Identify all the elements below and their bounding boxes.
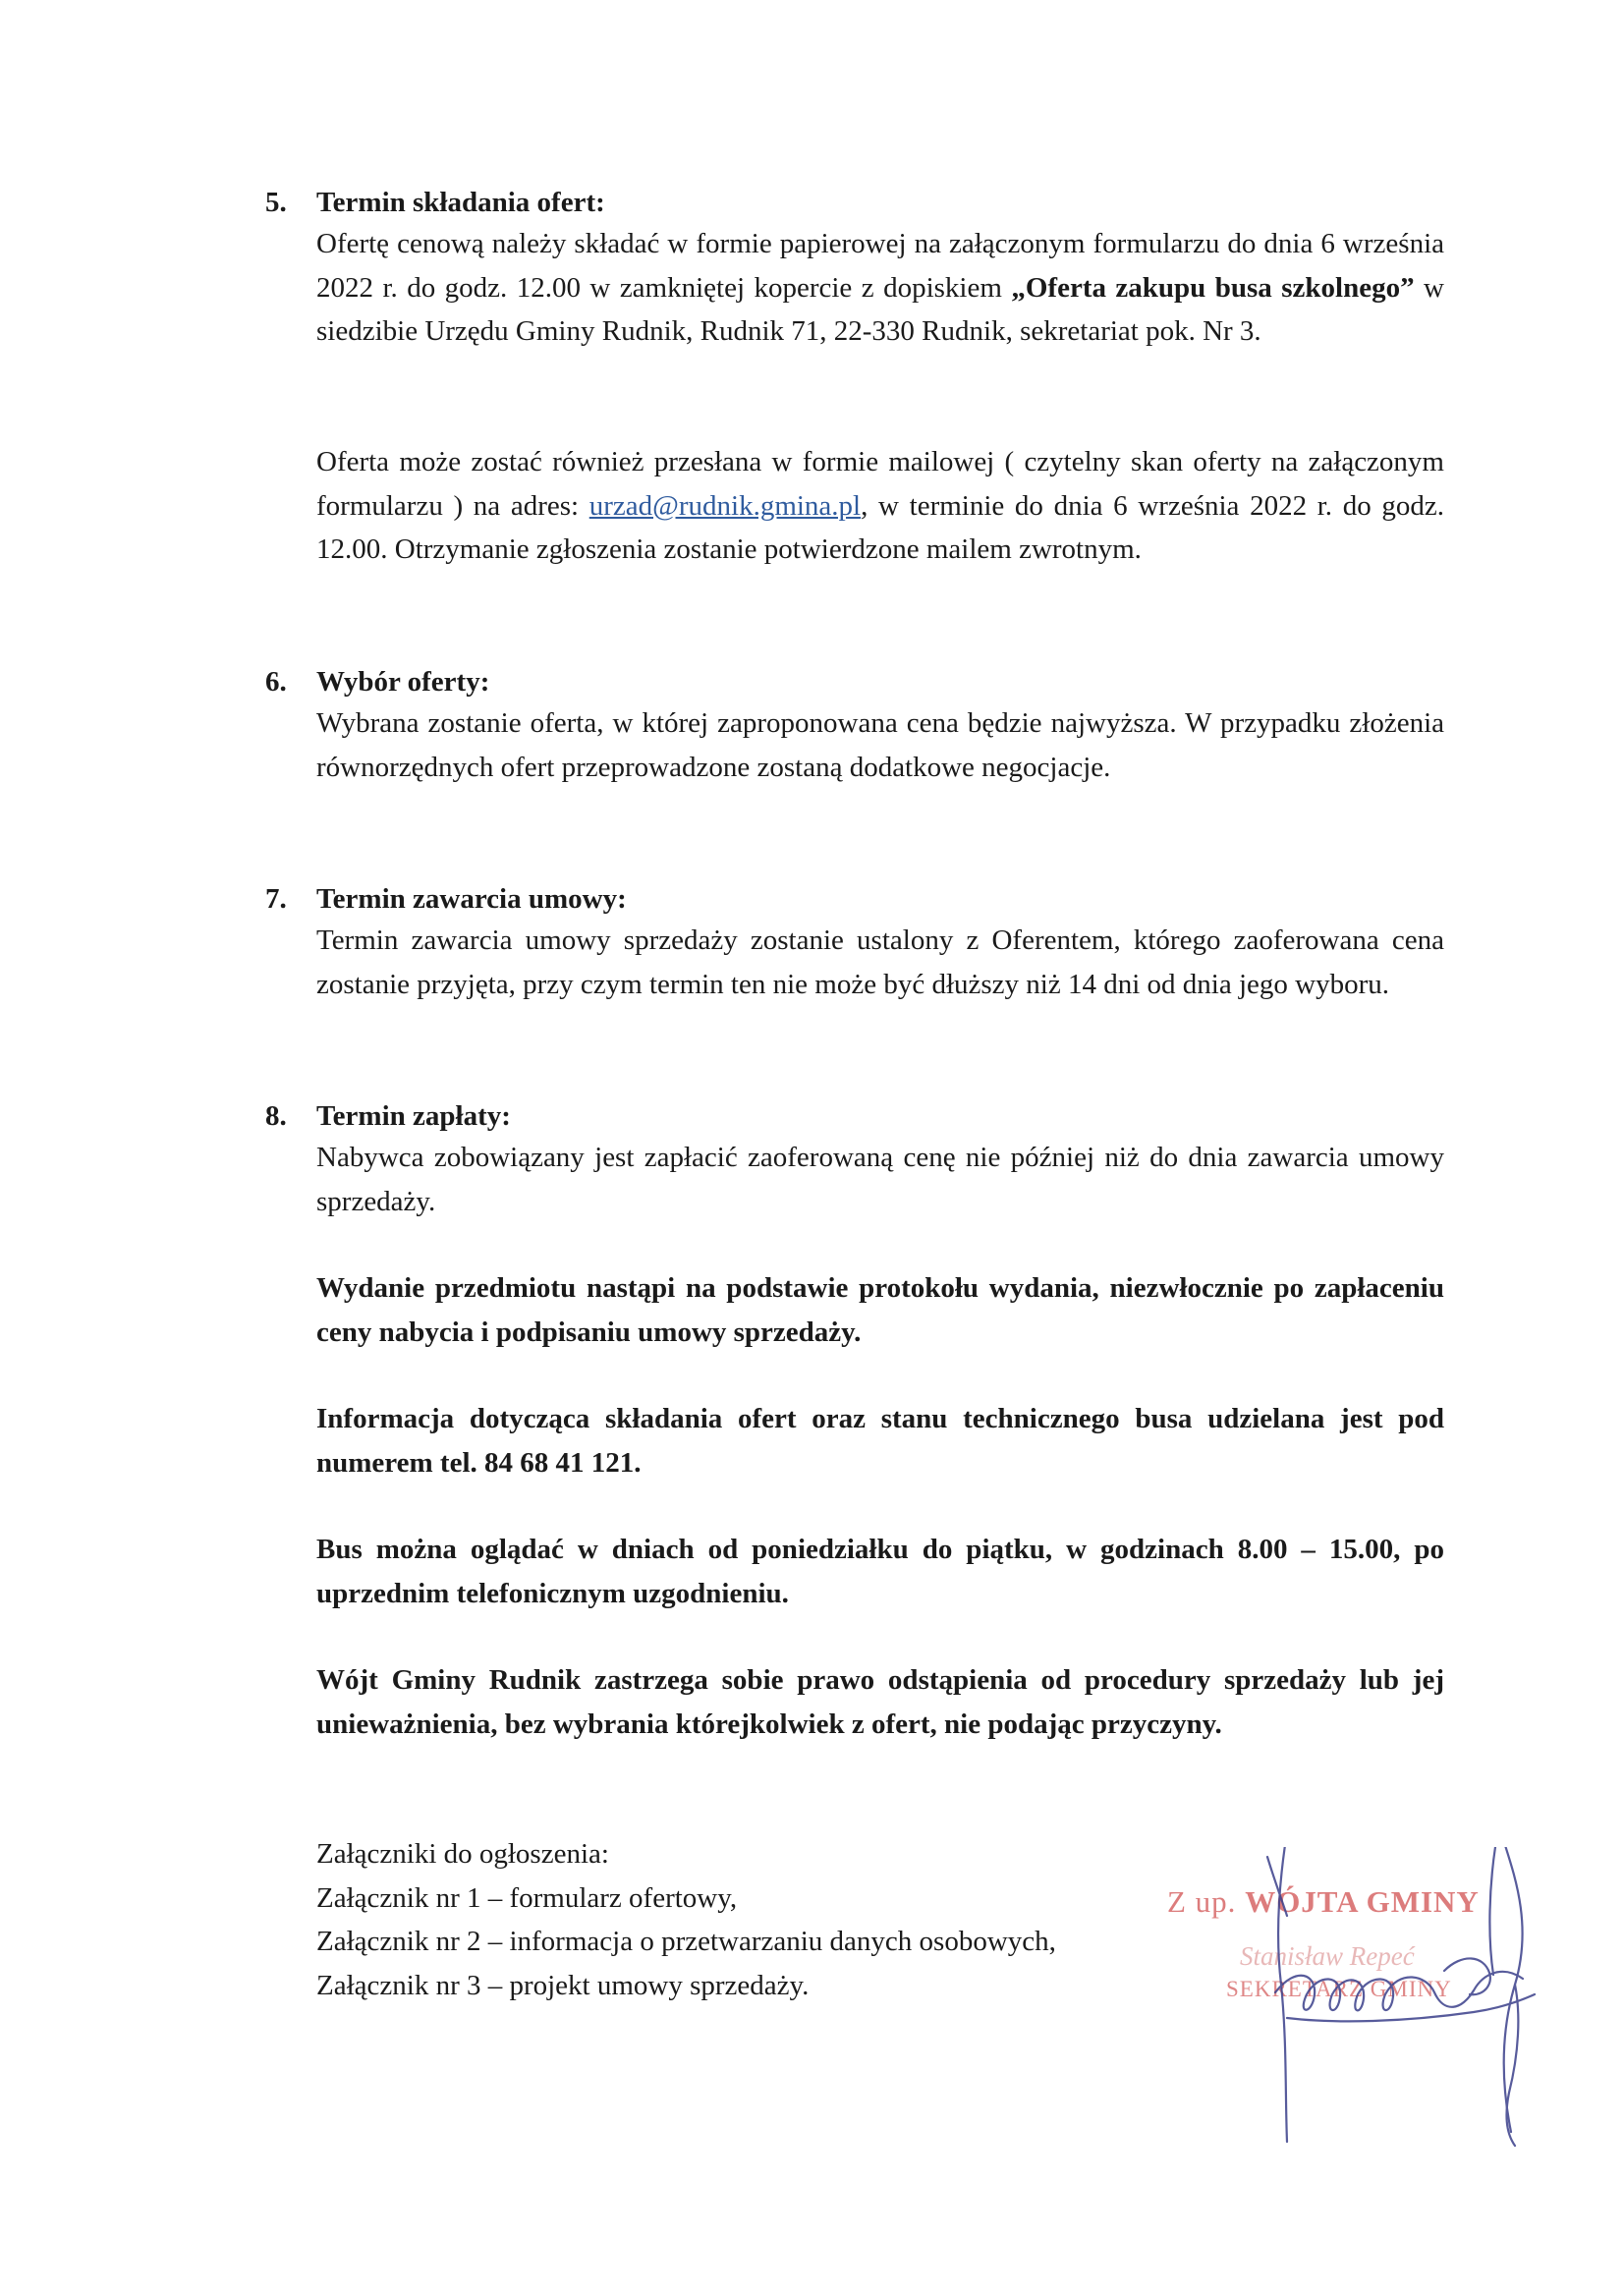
section-8-body: Nabywca zobowiązany jest zapłacić zaoferowaną cenę nie później niż do dnia zawarcia umowy sprzedaży.	[316, 1142, 1444, 1217]
section-title: Termin zawarcia umowy:	[316, 883, 627, 915]
notice-reservation: Wójt Gminy Rudnik zastrzega sobie prawo odstąpienia od procedury sprzedaży lub jej unieważnienia, bez wybrania którejkolwiek z ofert, nie podając przyczyny.	[316, 1664, 1444, 1740]
section-title: Wybór oferty:	[316, 666, 490, 698]
notice-viewing-hours: Bus można oglądać w dniach od poniedziałku do piątku, w godzinach 8.00 – 15.00, po uprzednim telefonicznym uzgodnieniu.	[316, 1534, 1444, 1609]
text-run: Ofertę cenową należy składać w formie papierowej na załączonym formularzu do dnia 6 września 2022 r. do godz. 12.00 w zamkniętej kopercie z dopiskiem	[316, 228, 1444, 304]
section-title: Termin składania ofert:	[316, 187, 605, 218]
stamp-name-text: Stanisław Repeć	[1240, 1941, 1415, 1971]
official-stamp	[1149, 1847, 1562, 2161]
section-6-body: Wybrana zostanie oferta, w której zaproponowana cena będzie najwyższa. W przypadku złożenia równorzędnych ofert przeprowadzone zostaną dodatkowe negocjacje.	[316, 707, 1444, 783]
section-7-body: Termin zawarcia umowy sprzedaży zostanie ustalony z Oferentem, którego zaoferowana cena zostanie przyjęta, przy czym termin ten nie może być dłuższy niż 14 dni od dnia jego wyboru.	[316, 924, 1444, 1000]
section-5-heading	[265, 185, 605, 220]
text-run: Oferta może zostać również przesłana w formie mailowej ( czytelny skan oferty na załączonym formularzu ) na adres:	[316, 446, 1444, 522]
text-run: w siedzibie Urzędu Gminy Rudnik, Rudnik 71, 22-330 Rudnik, sekretariat pok. Nr 3.	[316, 271, 1444, 347]
section-number: 5.	[265, 187, 287, 218]
section-number: 8.	[265, 1100, 287, 1132]
attachment-item: Załącznik nr 1 – formularz ofertowy,	[316, 1881, 738, 1914]
email-link[interactable]: urzad@rudnik.gmina.pl	[588, 489, 862, 522]
text-run: , w terminie do dnia 6 września 2022 r. do godz. 12.00. Otrzymanie zgłoszenia zostanie potwierdzone mailem zwrotnym.	[316, 489, 1444, 565]
notice-handover: Wydanie przedmiotu nastąpi na podstawie protokołu wydania, niezwłocznie po zapłaceniu ceny nabycia i podpisaniu umowy sprzedaży.	[316, 1272, 1444, 1348]
emphasis-text: „Oferta zakupu busa szkolnego”	[1011, 271, 1415, 304]
notice-contact-info: Informacja dotycząca składania ofert oraz stanu technicznego busa udzielana jest pod numerem tel. 84 68 41 121.	[316, 1403, 1444, 1479]
handwritten-signature	[1149, 1847, 1562, 2161]
attachment-item: Załącznik nr 2 – informacja o przetwarzaniu danych osobowych,	[316, 1926, 1056, 1957]
section-8-heading	[265, 1098, 511, 1134]
attachment-item: Załącznik nr 3 – projekt umowy sprzedaży.	[316, 1969, 810, 2001]
section-7-heading	[265, 881, 627, 917]
section-title: Termin zapłaty:	[316, 1100, 511, 1132]
section-number: 6.	[265, 666, 287, 698]
section-5-paragraph-2	[316, 440, 1444, 572]
section-5-paragraph-1	[316, 222, 1444, 354]
attachments-list	[316, 1832, 1056, 2007]
stamp-title-text: SEKRETARZ GMINY	[1226, 1977, 1452, 2001]
section-number: 7.	[265, 883, 287, 915]
stamp-authority-text: Z up. WÓJTA GMINY	[1167, 1884, 1480, 1919]
section-6-heading	[265, 664, 489, 700]
attachments-heading: Załączniki do ogłoszenia:	[316, 1838, 609, 1870]
